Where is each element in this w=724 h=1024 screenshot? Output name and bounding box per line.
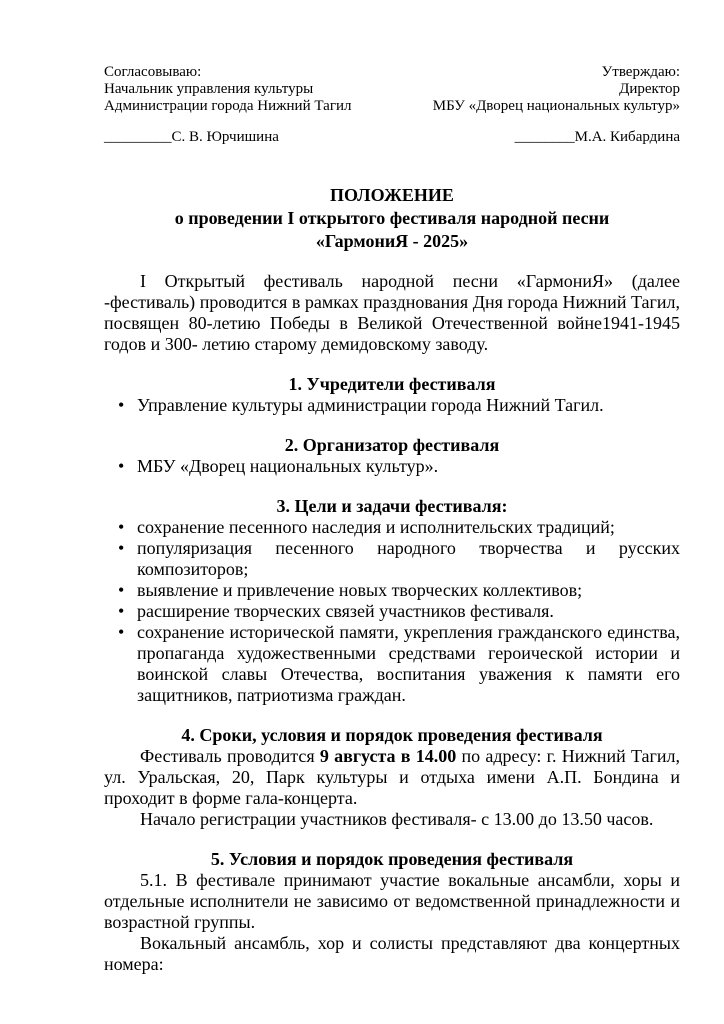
section-2-list [104, 456, 680, 477]
section-5-paragraph: 5.1. В фестивале принимают участие вокальные ансамбли, хоры и отдельные исполнители не зависимо от ведомственной принадлежности и возрастной группы. [104, 870, 680, 932]
list-item: • расширение творческих связей участников фестиваля. [104, 601, 680, 622]
approval-right-line: Утверждаю: [601, 64, 680, 80]
section-4-paragraph [104, 746, 680, 809]
section-3-list [104, 517, 680, 706]
list-item: • МБУ «Дворец национальных культур». [104, 456, 680, 477]
list-item: • сохранение исторической памяти, укрепления гражданского единства, пропаганда художественными средствами героической истории и воинской славы Отечества, воспитания уважения к памяти его защитников, патриотизма граждан. [104, 622, 680, 706]
approval-left-block [104, 64, 351, 146]
document-title-line: «ГармониЯ - 2025» [315, 231, 469, 251]
document-title-line: о проведении I открытого фестиваля народной песни [174, 208, 610, 228]
section-4-heading: 4. Сроки, условия и порядок проведения фестиваля [181, 725, 603, 745]
list-item: • выявление и привлечение новых творческих коллективов; [104, 580, 680, 601]
section-3-heading: 3. Цели и задачи фестиваля: [276, 496, 508, 516]
section-1-list [104, 395, 680, 416]
approval-right-line: Директор [619, 81, 680, 97]
approval-right-block [433, 64, 680, 146]
document-title-line: ПОЛОЖЕНИЕ [330, 185, 454, 205]
list-item: • Управление культуры администрации города Нижний Тагил. [104, 395, 680, 416]
section-5-paragraph: Вокальный ансамбль, хор и солисты представляют два концертных номера: [104, 933, 680, 974]
text-run: Фестиваль проводится [140, 746, 320, 766]
approval-right-line: МБУ «Дворец национальных культур» [432, 98, 680, 114]
document-title [104, 184, 680, 253]
section-5-heading: 5. Условия и порядок проведения фестиваля [210, 849, 574, 869]
section-1-heading: 1. Учредители фестиваля [288, 374, 496, 394]
bold-date-time: 9 августа в 14.00 [319, 746, 457, 766]
approval-left-line: Согласовываю: [104, 64, 202, 80]
text-run: по адресу: г. Нижний Тагил, ул. Уральская, 20, Парк культуры и отдыха имени А.П. Бондина и проходит в форме гала-концерта. [104, 746, 681, 808]
document-body [104, 271, 680, 975]
intro-paragraph: I Открытый фестиваль народной песни «ГармониЯ» (далее -фестиваль) проводится в рамках празднования Дня города Нижний Тагил, посвящен 80-летию Победы в Великой Отечественной войне1941-1945 годов и 300- летию старому демидовскому заводу. [104, 271, 680, 354]
list-item: • популяризация песенного народного творчества и русских композиторов; [104, 538, 680, 580]
section-2-heading: 2. Организатор фестиваля [284, 435, 500, 455]
approval-header [104, 64, 680, 146]
approval-left-line: Администрации города Нижний Тагил [104, 98, 352, 114]
approval-left-signature: _________С. В. Юрчишина [104, 129, 279, 145]
approval-left-line: Начальник управления культуры [104, 81, 314, 97]
section-4-paragraph: Начало регистрации участников фестиваля- с 13.00 до 13.50 часов. [140, 809, 654, 829]
list-item: • сохранение песенного наследия и исполнительских традиций; [104, 517, 680, 538]
approval-right-signature: ________М.А. Кибардина [514, 129, 680, 145]
